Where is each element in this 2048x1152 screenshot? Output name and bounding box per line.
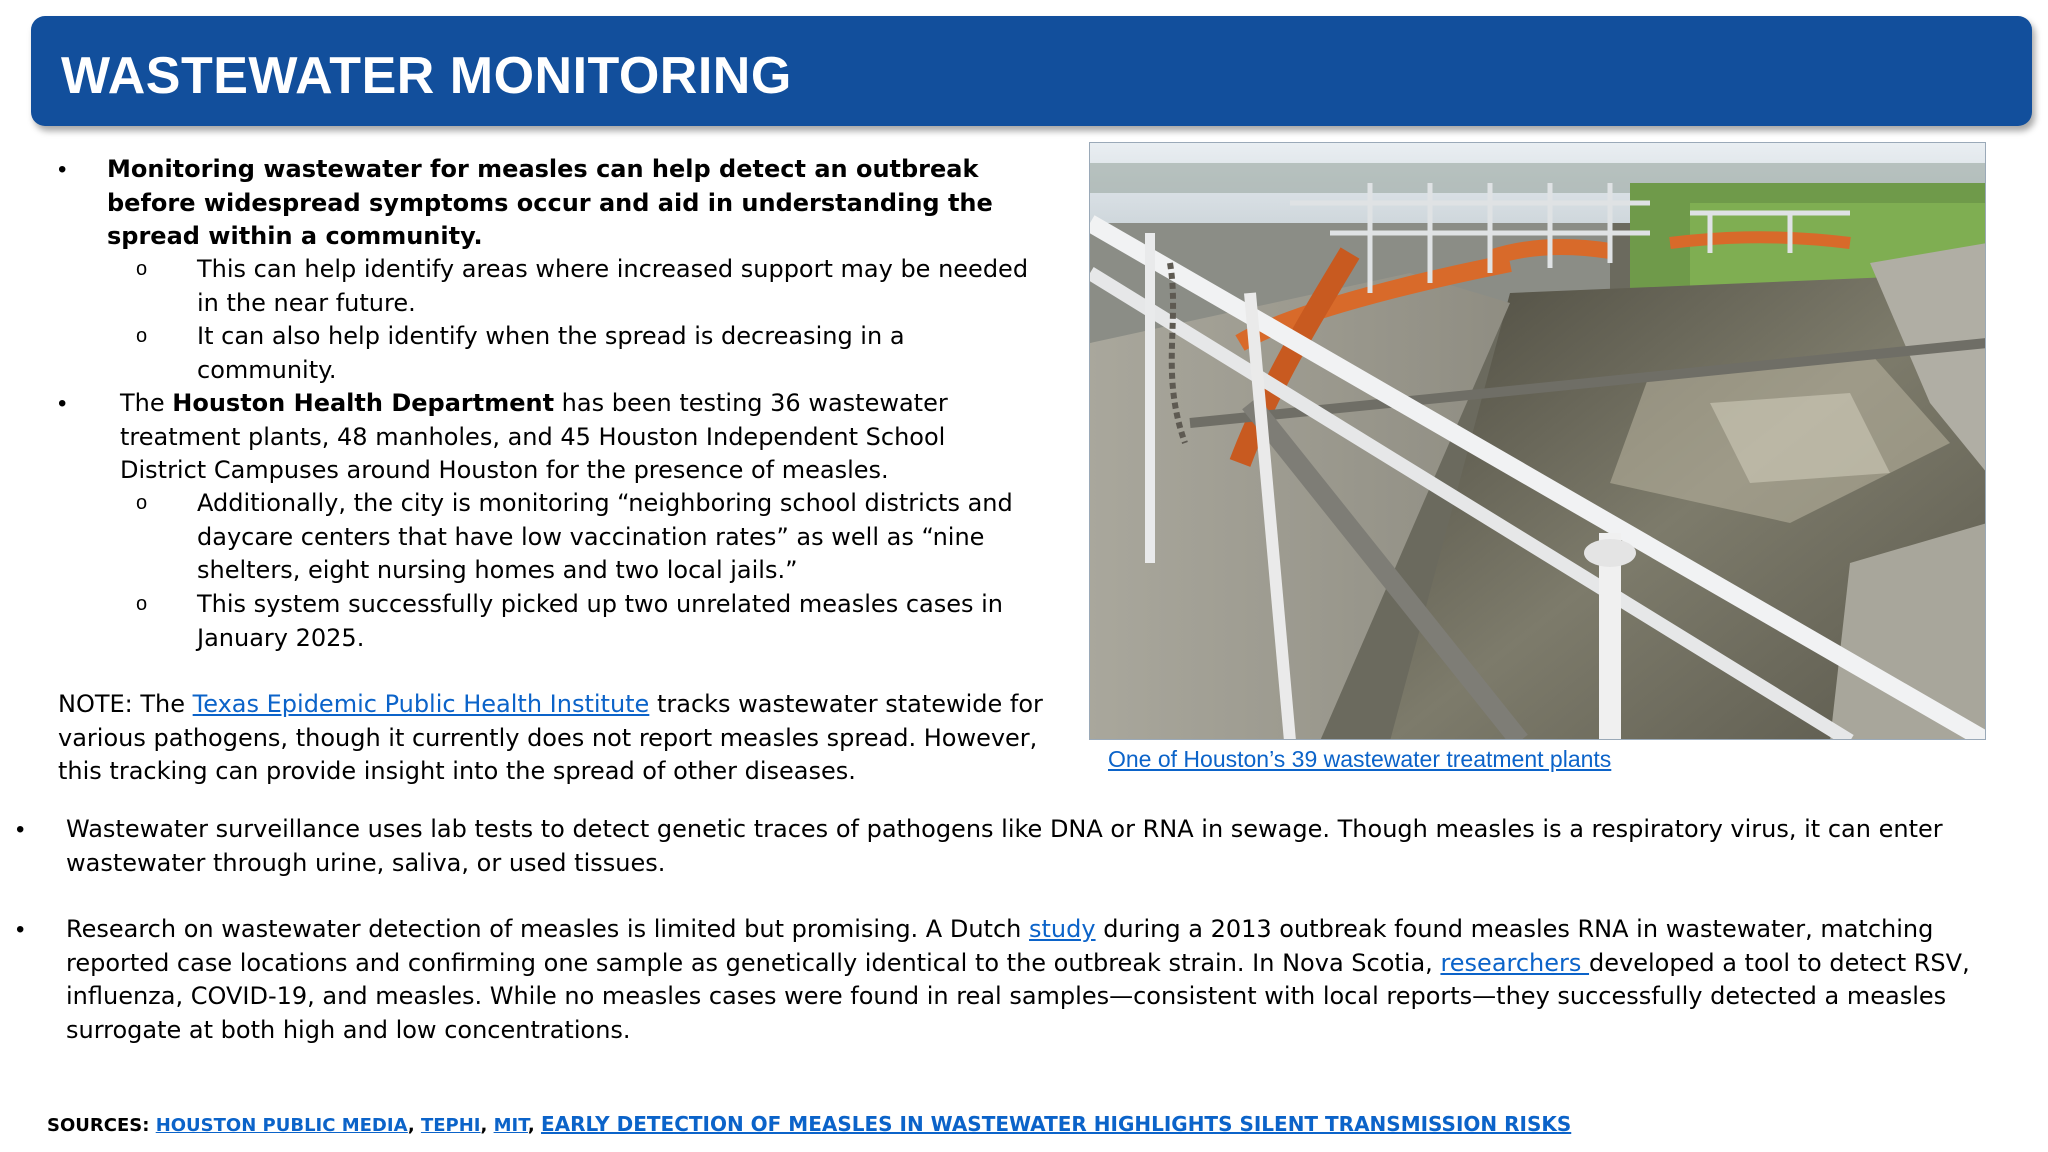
bullet-icon: • bbox=[16, 816, 25, 843]
source-separator: , bbox=[527, 1115, 542, 1136]
note-pre: NOTE: The bbox=[58, 690, 193, 718]
page-title: WASTEWATER MONITORING bbox=[61, 47, 792, 105]
bullet-houston-pre: The bbox=[120, 389, 173, 417]
bullet-houston-health-text bbox=[120, 387, 1000, 488]
note-post: tracks wastewater statewide for various pathogens, though it currently does not report measles spread. However, this tracking can provide insight into the spread of other diseases. bbox=[58, 690, 1043, 785]
wastewater-plant-photo bbox=[1089, 142, 1986, 740]
photo-caption-link[interactable]: One of Houston’s 39 wastewater treatment plants bbox=[1108, 746, 1612, 772]
research-part3: developed a tool to detect RSV, influenza, COVID-19, and measles. While no measles cases were found in real samples—consistent with local reports—they successfully detected a measles surrogate at both high and low concentrations. bbox=[66, 948, 1970, 1044]
bullet-icon: • bbox=[58, 390, 67, 417]
header-banner bbox=[31, 16, 2032, 126]
sub-bullet-text: This system successfully picked up two unrelated measles cases in January 2025. bbox=[197, 590, 1004, 652]
sub-bullet-text: Additionally, the city is monitoring “neighboring school districts and daycare centers that have low vaccination rates” as well as “nine shelters, eight nursing homes and two local jails.” bbox=[197, 489, 1013, 584]
sources-line bbox=[47, 1112, 1571, 1136]
bullet-surveillance-text: Wastewater surveillance uses lab tests to detect genetic traces of pathogens like DNA or RNA in sewage. Though measles is a respiratory virus, it can enter wastewater through urine, saliva, or used tissues. bbox=[66, 815, 1943, 877]
research-part1: Research on wastewater detection of measles is limited but promising. A Dutch bbox=[66, 915, 1029, 943]
tephi-link[interactable]: Texas Epidemic Public Health Institute bbox=[192, 690, 650, 718]
sources-label: SOURCES: bbox=[47, 1115, 156, 1136]
bullet-icon: • bbox=[58, 156, 67, 183]
source-link-mit[interactable]: MIT bbox=[493, 1115, 528, 1136]
wastewater-plant-image bbox=[1090, 143, 1986, 740]
source-separator: , bbox=[407, 1115, 421, 1136]
source-link-tephi[interactable]: TEPHI bbox=[420, 1115, 481, 1136]
note-paragraph bbox=[58, 688, 1048, 789]
source-link-houston-public-media[interactable]: HOUSTON PUBLIC MEDIA bbox=[155, 1115, 408, 1136]
bullet-research-text bbox=[66, 913, 2016, 1047]
houston-health-department: Houston Health Department bbox=[172, 389, 555, 417]
research-part2: during a 2013 outbreak found measles RNA in wastewater, matching reported case locations and confirming one sample as genetically identical to the outbreak strain. In Nova Scotia, bbox=[66, 915, 1934, 977]
study-link[interactable]: study bbox=[1029, 915, 1096, 943]
sub-bullet-text: It can also help identify when the spread is decreasing in a community. bbox=[197, 322, 905, 384]
researchers-link[interactable]: researchers bbox=[1440, 948, 1590, 977]
photo-caption[interactable] bbox=[1108, 743, 1611, 776]
sub-bullet-icon: o bbox=[136, 325, 148, 347]
bullet-icon: • bbox=[16, 916, 25, 943]
sub-bullet-icon: o bbox=[136, 593, 148, 615]
bullet-houston-post: has been testing 36 wastewater treatment plants, 48 manholes, and 45 Houston Independent School District Campuses around Houston for the presence of measles. bbox=[120, 389, 948, 484]
sub-bullet-icon: o bbox=[136, 258, 148, 280]
sub-bullet-text: This can help identify areas where increased support may be needed in the near future. bbox=[197, 255, 1029, 317]
source-link-early-detection[interactable]: EARLY DETECTION OF MEASLES IN WASTEWATER HIGHLIGHTS SILENT TRANSMISSION RISKS bbox=[541, 1112, 1572, 1136]
sub-bullet-icon: o bbox=[136, 492, 148, 514]
source-separator: , bbox=[480, 1115, 494, 1136]
bullet-monitoring-text: Monitoring wastewater for measles can help detect an outbreak before widespread symptoms occur and aid in understanding the spread within a community. bbox=[107, 155, 993, 250]
